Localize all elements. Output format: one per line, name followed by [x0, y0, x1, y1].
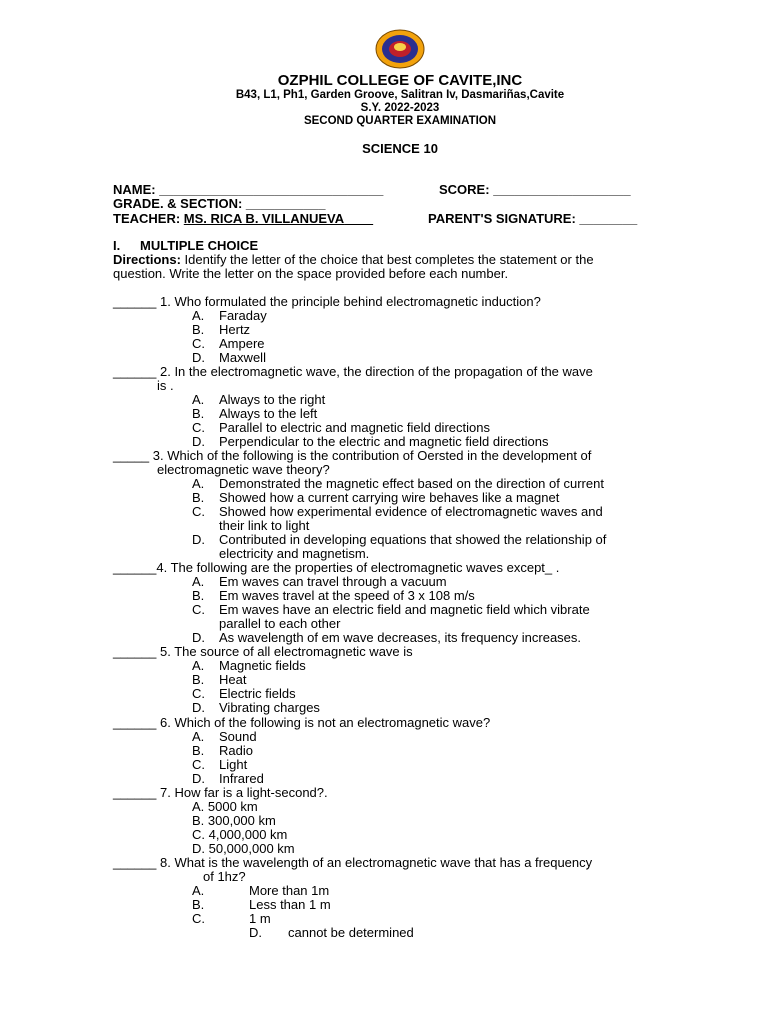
- q7-option-c[interactable]: C. 4,000,000 km: [192, 827, 288, 842]
- option-letter: C.: [192, 602, 205, 617]
- q3-option-c-cont: their link to light: [219, 518, 310, 533]
- question-5: ______ 5. The source of all electromagnetic wave is: [113, 644, 413, 659]
- option-text: Showed how experimental evidence of electromagnetic waves and: [219, 504, 603, 519]
- parent-label: PARENT'S SIGNATURE:: [428, 211, 576, 226]
- directions-line-1: [113, 253, 594, 267]
- option-text: Demonstrated the magnetic effect based on the direction of current: [219, 476, 604, 491]
- section-number: I.: [113, 238, 121, 253]
- option-text: Ampere: [219, 336, 265, 351]
- score-field[interactable]: [439, 183, 631, 197]
- option-letter: D.: [192, 350, 205, 365]
- grade-label: GRADE. & SECTION:: [113, 196, 243, 211]
- q7-option-b[interactable]: B. 300,000 km: [192, 813, 276, 828]
- question-4: ______4. The following are the properties of electromagnetic waves except_ .: [113, 560, 560, 575]
- option-text: Less than 1 m: [249, 897, 331, 912]
- option-text: Radio: [219, 743, 253, 758]
- option-text: Showed how a current carrying wire behaves like a magnet: [219, 490, 560, 505]
- option-letter: A.: [192, 476, 205, 491]
- name-label: NAME:: [113, 182, 156, 197]
- option-text: Parallel to electric and magnetic field directions: [219, 420, 490, 435]
- option-letter: D.: [249, 925, 262, 940]
- q4-option-c-cont: parallel to each other: [219, 616, 341, 631]
- parent-signature-field[interactable]: [428, 212, 637, 226]
- option-text: Em waves travel at the speed of 3 x 108 m/s: [219, 588, 475, 603]
- grade-blank: ___________: [245, 196, 326, 211]
- q7-option-a[interactable]: A. 5000 km: [192, 799, 258, 814]
- option-letter: D.: [192, 630, 205, 645]
- question-7: ______ 7. How far is a light-second?.: [113, 785, 328, 800]
- option-letter: B.: [192, 322, 205, 337]
- grade-section-field[interactable]: [113, 197, 325, 211]
- option-text: Magnetic fields: [219, 658, 306, 673]
- school-name: OZPHIL COLLEGE OF CAVITE,INC: [277, 72, 523, 89]
- q7-option-d[interactable]: D. 50,000,000 km: [192, 841, 295, 856]
- section-title: MULTIPLE CHOICE: [140, 238, 259, 253]
- option-text: As wavelength of em wave decreases, its frequency increases.: [219, 630, 582, 645]
- teacher-name: MS. RICA B. VILLANUEVA: [183, 211, 345, 226]
- question-3: _____ 3. Which of the following is the contribution of Oersted in the development of: [113, 448, 592, 463]
- option-text: More than 1m: [249, 883, 330, 898]
- score-blank: ___________________: [493, 182, 631, 197]
- option-letter: C.: [192, 686, 205, 701]
- option-letter: B.: [192, 672, 205, 687]
- option-text: Heat: [219, 672, 247, 687]
- option-text: Perpendicular to the electric and magnetic field directions: [219, 434, 549, 449]
- question-3-cont: electromagnetic wave theory?: [157, 462, 330, 477]
- option-text: Contributed in developing equations that showed the relationship of: [219, 532, 607, 547]
- option-text: Sound: [219, 729, 257, 744]
- option-text: Infrared: [219, 771, 264, 786]
- name-blank: _______________________________: [159, 182, 384, 197]
- option-letter: C.: [192, 911, 205, 926]
- option-letter: B.: [192, 897, 205, 912]
- option-letter: C.: [192, 336, 205, 351]
- question-8-cont: of 1hz?: [203, 869, 246, 884]
- q3-option-d-cont: electricity and magnetism.: [219, 546, 370, 561]
- option-letter: C.: [192, 757, 205, 772]
- option-text: Em waves can travel through a vacuum: [219, 574, 447, 589]
- teacher-label: TEACHER:: [113, 211, 181, 226]
- option-text: Electric fields: [219, 686, 296, 701]
- option-text: Hertz: [219, 322, 251, 337]
- option-letter: C.: [192, 504, 205, 519]
- option-letter: A.: [192, 658, 205, 673]
- option-text: Faraday: [219, 308, 267, 323]
- directions-text-1: Identify the letter of the choice that best completes the statement or the: [184, 252, 594, 267]
- option-letter: B.: [192, 406, 205, 421]
- directions-line-2: question. Write the letter on the space provided before each number.: [113, 266, 509, 281]
- parent-blank: ________: [579, 211, 638, 226]
- option-text: 1 m: [249, 911, 271, 926]
- school-year: S.Y. 2022-2023: [360, 102, 440, 114]
- option-letter: D.: [192, 771, 205, 786]
- option-text: Always to the left: [219, 406, 318, 421]
- question-8: ______ 8. What is the wavelength of an electromagnetic wave that has a frequency: [113, 855, 593, 870]
- option-letter: A.: [192, 308, 205, 323]
- option-letter: B.: [192, 490, 205, 505]
- option-letter: D.: [192, 434, 205, 449]
- option-letter: B.: [192, 743, 205, 758]
- option-text: Em waves have an electric field and magnetic field which vibrate: [219, 602, 590, 617]
- exam-title: SECOND QUARTER EXAMINATION: [303, 115, 497, 127]
- option-letter: A.: [192, 883, 205, 898]
- option-letter: C.: [192, 420, 205, 435]
- option-letter: D.: [192, 532, 205, 547]
- question-1: ______ 1. Who formulated the principle behind electromagnetic induction?: [113, 294, 541, 309]
- option-text: cannot be determined: [288, 925, 414, 940]
- option-letter: A.: [192, 729, 205, 744]
- option-text: Maxwell: [219, 350, 266, 365]
- option-text: Light: [219, 757, 248, 772]
- teacher-field: [113, 212, 373, 226]
- college-seal-logo: [375, 29, 425, 69]
- option-letter: A.: [192, 392, 205, 407]
- question-2-cont: is .: [157, 378, 174, 393]
- subject-title: SCIENCE 10: [362, 141, 438, 156]
- score-label: SCORE:: [439, 182, 490, 197]
- directions-label: Directions:: [113, 252, 181, 267]
- question-2: ______ 2. In the electromagnetic wave, the direction of the propagation of the wave: [113, 364, 593, 379]
- option-text: Vibrating charges: [219, 700, 320, 715]
- question-6: ______ 6. Which of the following is not an electromagnetic wave?: [113, 715, 491, 730]
- option-letter: A.: [192, 574, 205, 589]
- name-field[interactable]: [113, 183, 383, 197]
- school-address: B43, L1, Ph1, Garden Groove, Salitran Iv, Dasmariñas,Cavite: [235, 89, 565, 101]
- option-letter: B.: [192, 588, 205, 603]
- option-letter: D.: [192, 700, 205, 715]
- teacher-underline: ____: [344, 211, 374, 226]
- option-text: Always to the right: [219, 392, 326, 407]
